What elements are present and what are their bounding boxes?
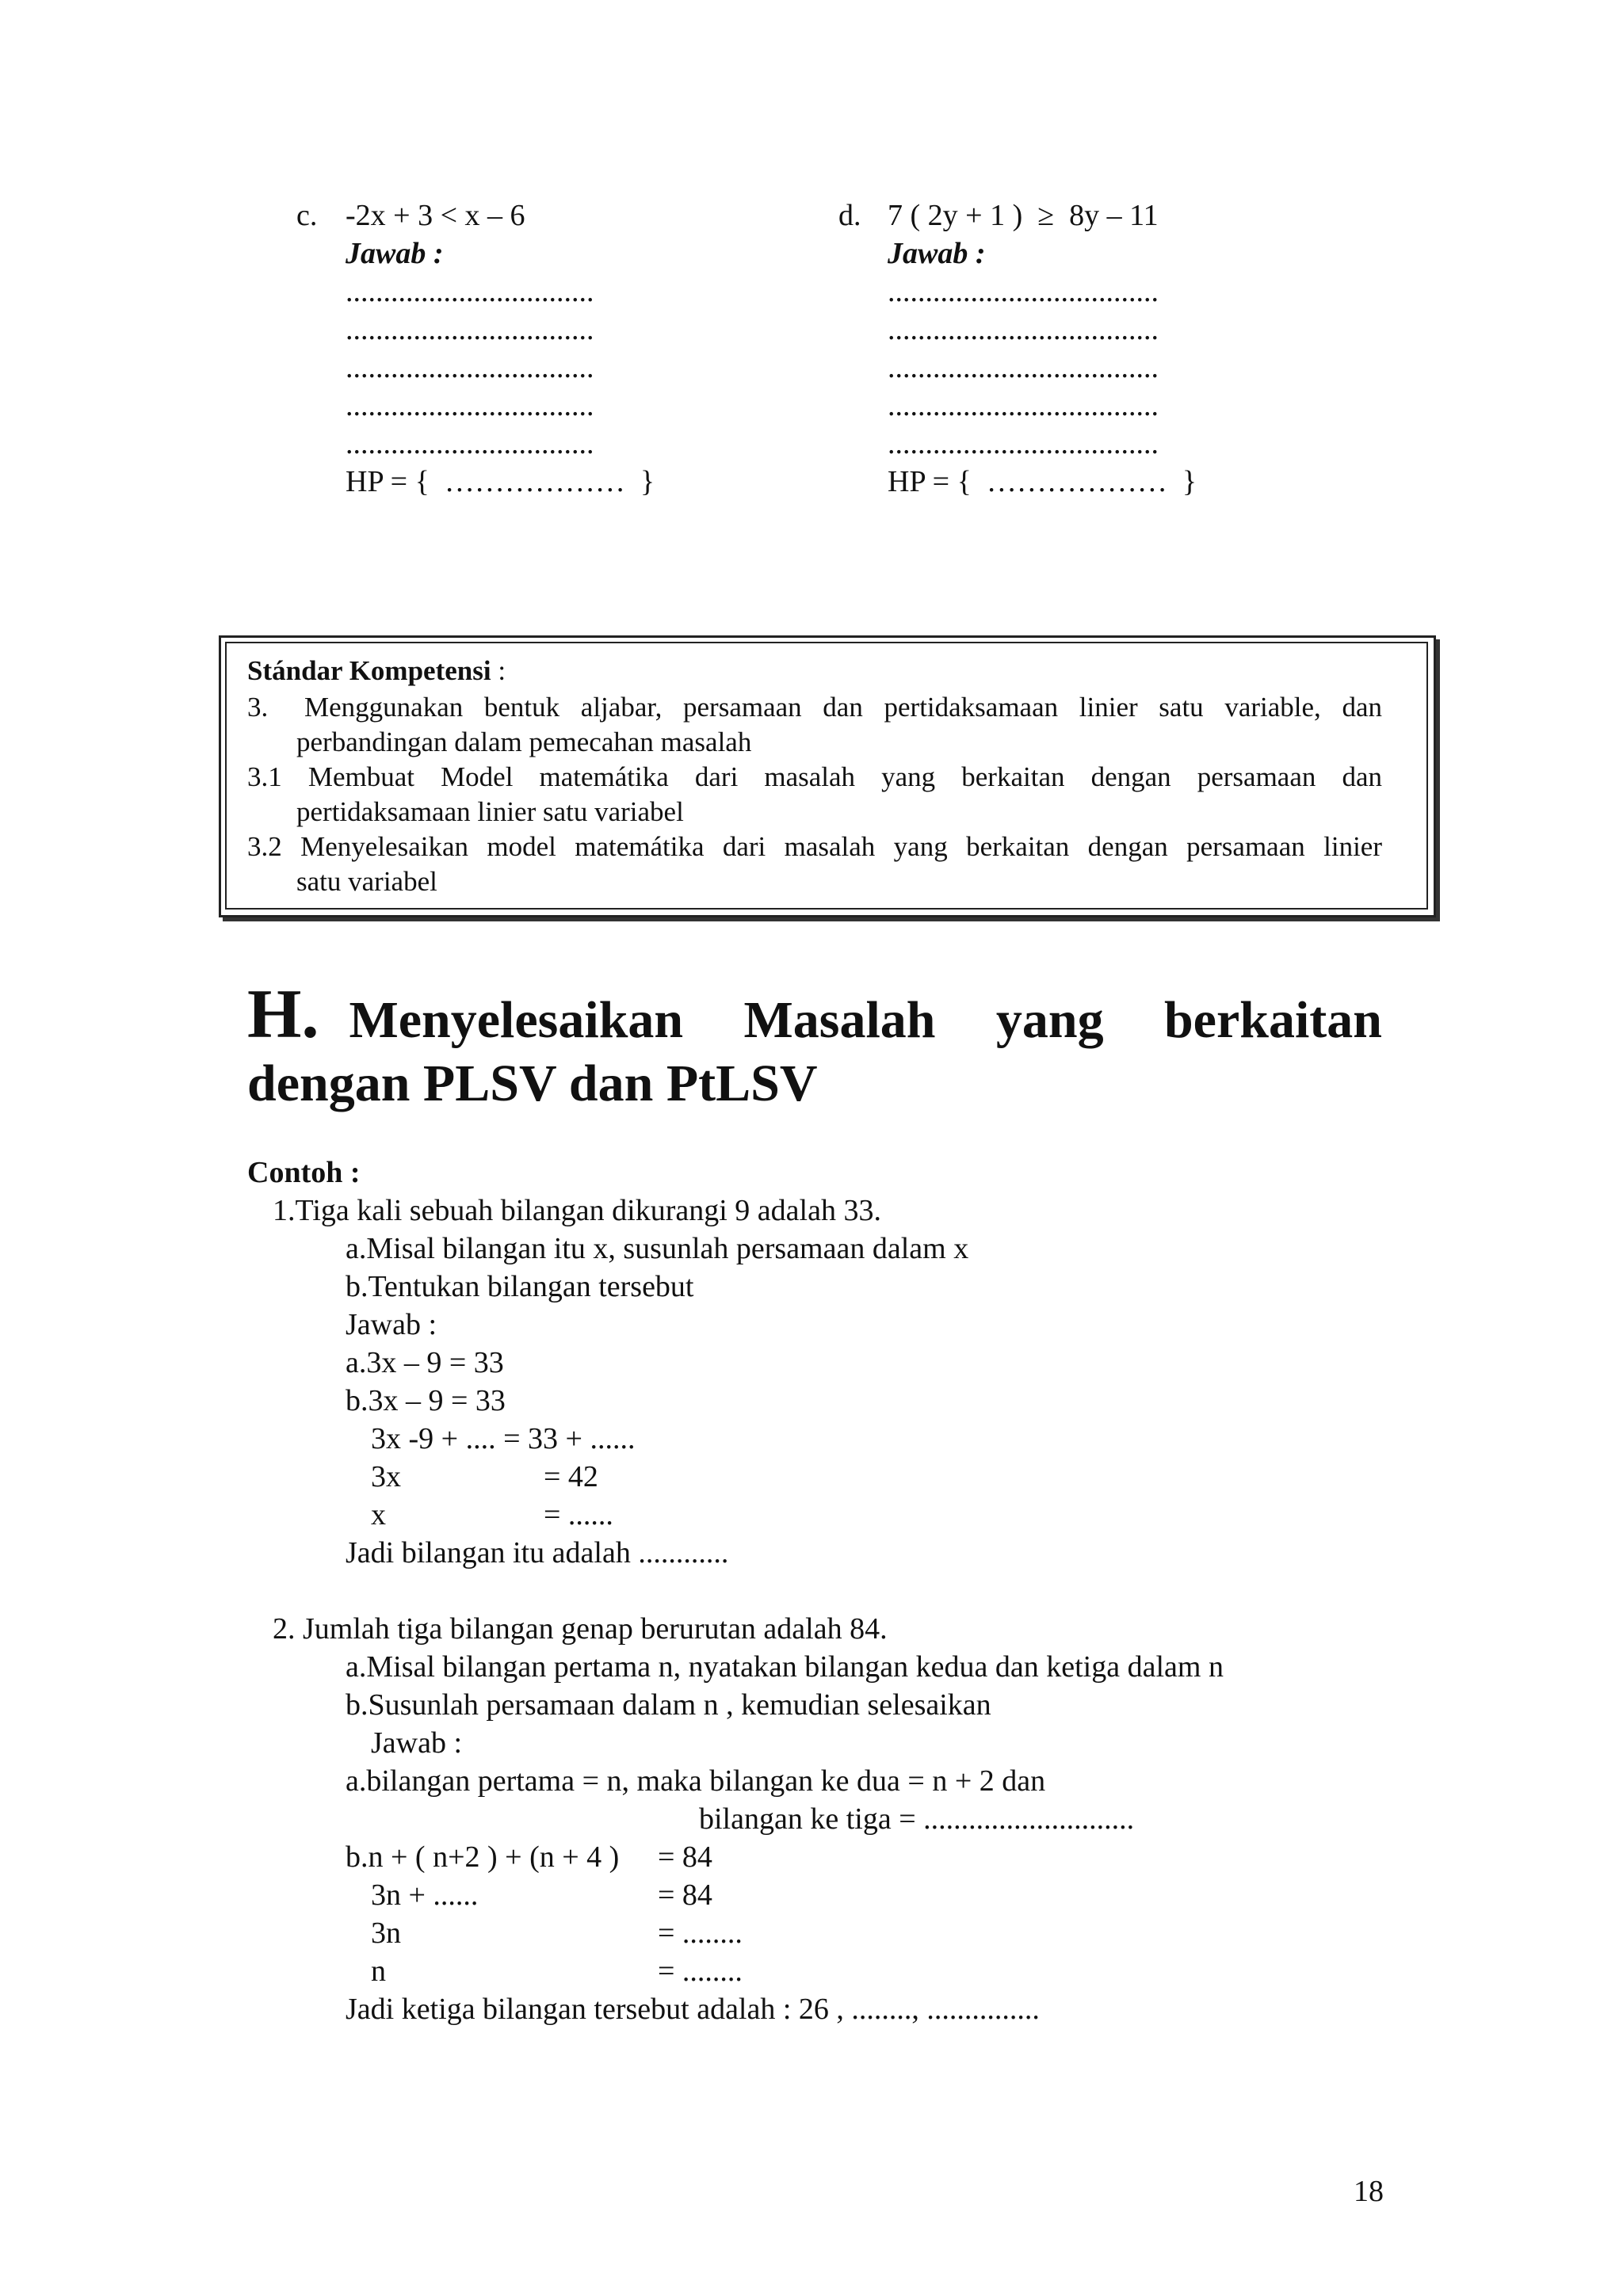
ex2-answer-a: a.bilangan pertama = n, maka bilangan ke dua = n + 2 dan (346, 1764, 1046, 1798)
section-title-line2: dengan PLSV dan PtLSV (247, 1055, 818, 1112)
ex2-step2-left: 3n (371, 1917, 401, 1950)
exercise-d-answer-label: Jawab : (888, 237, 986, 270)
ex2-step3-right: = ........ (658, 1955, 743, 1988)
ex2-answer-b-left: b.n + ( n+2 ) + (n + 4 ) (346, 1840, 620, 1874)
ex1-step2-right: = 42 (544, 1460, 598, 1493)
ex1-conclusion: Jadi bilangan itu adalah ............ (346, 1536, 729, 1569)
exercise-d-dots-3: .................................... (888, 351, 1159, 384)
exercise-d-dots-2: .................................... (888, 313, 1159, 346)
competency-item31-line1: 3.1 Membuat Model matemátika dari masalah yang berkaitan dengan persamaan dan (247, 761, 1382, 792)
ex1-question-a: a.Misal bilangan itu x, susunlah persamaan dalam x (346, 1232, 969, 1265)
exercise-c-dots-5: ................................. (346, 427, 594, 460)
exercise-d-dots-4: .................................... (888, 389, 1159, 422)
exercise-c-dots-3: ................................. (346, 351, 594, 384)
competency-item3-line2: perbandingan dalam pemecahan masalah (296, 727, 752, 757)
competency-title: Stándar Kompetensi (247, 655, 491, 686)
section-heading-line1 (247, 973, 1382, 1057)
ex1-step3-right: = ...... (544, 1498, 613, 1531)
ex2-question-a: a.Misal bilangan pertama n, nyatakan bilangan kedua dan ketiga dalam n (346, 1650, 1224, 1684)
section-letter: H. (247, 976, 319, 1053)
exercise-c-label: c. (296, 199, 318, 232)
ex2-step3-left: n (371, 1955, 386, 1988)
ex1-answer-a: a.3x – 9 = 33 (346, 1346, 504, 1379)
exercise-c-dots-2: ................................. (346, 313, 594, 346)
exercise-d-dots-5: .................................... (888, 427, 1159, 460)
ex2-step2-right: = ........ (658, 1917, 743, 1950)
page-number: 18 (1354, 2175, 1384, 2208)
competency-item3-line1: Menggunakan bentuk aljabar, persamaan dan pertidaksamaan linier satu variable, dan (304, 692, 1382, 723)
ex2-jawab: Jawab : (371, 1726, 463, 1760)
competency-item31-line2: pertidaksamaan linier satu variabel (296, 796, 684, 827)
ex2-step1-left: 3n + ...... (371, 1878, 479, 1912)
contoh-label: Contoh : (247, 1156, 361, 1189)
exercise-c-dots-4: ................................. (346, 389, 594, 422)
ex2-statement: 2. Jumlah tiga bilangan genap berurutan adalah 84. (273, 1612, 888, 1646)
ex1-step3-left: x (371, 1498, 386, 1531)
ex1-answer-b: b.3x – 9 = 33 (346, 1384, 506, 1417)
ex2-question-b: b.Susunlah persamaan dalam n , kemudian selesaikan (346, 1688, 991, 1722)
exercise-c-problem: -2x + 3 < x – 6 (346, 199, 525, 232)
exercise-d-dots-1: .................................... (888, 275, 1159, 308)
exercise-d-problem: 7 ( 2y + 1 ) ≥ 8y – 11 (888, 199, 1159, 232)
competency-title-suffix: : (491, 655, 506, 686)
competency-item32-line1: 3.2 Menyelesaikan model matemátika dari masalah yang berkaitan dengan persamaan linier (247, 831, 1382, 862)
ex1-statement: 1.Tiga kali sebuah bilangan dikurangi 9 adalah 33. (273, 1194, 881, 1227)
ex1-question-b: b.Tentukan bilangan tersebut (346, 1270, 694, 1303)
section-title-line1: Menyelesaikan Masalah yang berkaitan (349, 991, 1382, 1049)
exercise-d-hp: HP = { ……………… } (888, 465, 1197, 498)
competency-item3-num: 3. (247, 692, 269, 723)
competency-title-row (247, 654, 506, 688)
exercise-c-hp: HP = { ……………… } (346, 465, 655, 498)
competency-item32-line2: satu variabel (296, 866, 437, 897)
ex1-step1: 3x -9 + .... = 33 + ...... (371, 1422, 636, 1455)
ex1-step2-left: 3x (371, 1460, 401, 1493)
ex1-jawab: Jawab : (346, 1308, 437, 1341)
ex2-step1-right: = 84 (658, 1878, 712, 1912)
exercise-d-label: d. (838, 199, 861, 232)
ex2-answer-a2: bilangan ke tiga = ............................ (699, 1802, 1135, 1836)
ex2-conclusion: Jadi ketiga bilangan tersebut adalah : 26 , ........, ............... (346, 1993, 1040, 2026)
exercise-c-dots-1: ................................. (346, 275, 594, 308)
exercise-c-answer-label: Jawab : (346, 237, 444, 270)
ex2-answer-b-right: = 84 (658, 1840, 712, 1874)
